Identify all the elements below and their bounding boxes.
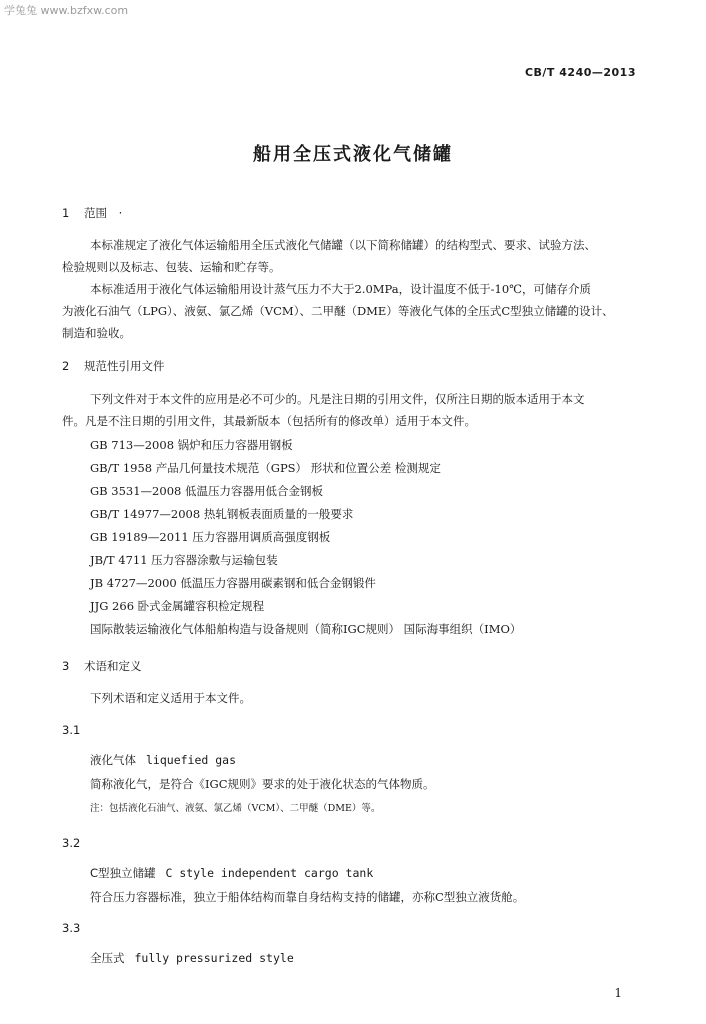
s2-paragraph-line-1: 下列文件对于本文件的应用是必不可少的。凡是注日期的引用文件，仅所注日期的版本适用于本文 [90, 392, 585, 406]
reference-item: GB/T 14977—2008 热轧钢板表面质量的一般要求 [90, 507, 354, 521]
s1-paragraph-2-line-3: 制造和验收。 [62, 326, 131, 340]
section-title: 规范性引用文件 [84, 359, 165, 373]
term-en: liquefied gas [146, 753, 237, 767]
section-3-heading [62, 658, 142, 674]
term-3-1-number: 3.1 [62, 723, 81, 737]
page-number: 1 [614, 986, 622, 1000]
s2-paragraph-line-2: 件。凡是不注日期的引用文件，其最新版本（包括所有的修改单）适用于本文件。 [62, 414, 476, 428]
reference-item: JB 4727—2000 低温压力容器用碳素钢和低合金钢锻件 [90, 576, 376, 590]
term-3-1 [90, 752, 236, 768]
s1-paragraph-1-line-1: 本标准规定了液化气体运输船用全压式液化气储罐（以下简称储罐）的结构型式、要求、试验方法、 [90, 238, 596, 252]
term-en: fully pressurized style [134, 951, 294, 965]
section-title: 范围 [84, 206, 107, 220]
term-3-3 [90, 950, 294, 966]
term-3-2 [90, 865, 373, 881]
s3-intro: 下列术语和定义适用于本文件。 [90, 691, 251, 705]
s1-paragraph-1-line-2: 检验规则以及标志、包装、运输和贮存等。 [62, 260, 281, 274]
reference-item: JB/T 4711 压力容器涂敷与运输包装 [90, 553, 278, 567]
term-en: C style independent cargo tank [165, 866, 374, 880]
section-number: 1 [62, 206, 70, 220]
standard-number: CB/T 4240—2013 [524, 66, 636, 79]
section-title: 术语和定义 [84, 659, 142, 673]
term-zh: C型独立储罐 [90, 866, 156, 880]
term-3-1-definition: 简称液化气，是符合《IGC规则》要求的处于液化状态的气体物质。 [90, 777, 435, 791]
site-watermark: 学兔兔 www.bzfxw.com [4, 4, 129, 17]
section-number: 2 [62, 359, 70, 373]
reference-item: 国际散装运输液化气体船舶构造与设备规则（简称IGC规则） 国际海事组织（IMO） [90, 622, 522, 636]
s1-paragraph-2-line-1: 本标准适用于液化气体运输船用设计蒸气压力不大于2.0MPa，设计温度不低于-10℃，可储存介质 [90, 282, 592, 296]
stray-mark: · [118, 206, 123, 220]
term-3-1-note: 注：包括液化石油气、液氨、氯乙烯（VCM）、二甲醚（DME）等。 [90, 803, 381, 814]
reference-item: GB/T 1958 产品几何量技术规范（GPS） 形状和位置公差 检测规定 [90, 461, 441, 475]
section-2-heading [62, 358, 165, 374]
term-3-3-number: 3.3 [62, 921, 81, 935]
term-3-2-number: 3.2 [62, 836, 81, 850]
section-number: 3 [62, 659, 70, 673]
reference-item: GB 3531—2008 低温压力容器用低合金钢板 [90, 484, 323, 498]
term-zh: 全压式 [90, 951, 125, 965]
term-zh: 液化气体 [90, 753, 136, 767]
document-title: 船用全压式液化气储罐 [253, 144, 453, 165]
section-1-heading [62, 205, 122, 221]
term-3-2-definition: 符合压力容器标准，独立于船体结构而靠自身结构支持的储罐，亦称C型独立液货舱。 [90, 890, 525, 904]
reference-item: GB 713—2008 锅炉和压力容器用钢板 [90, 438, 293, 452]
reference-item: GB 19189—2011 压力容器用调质高强度钢板 [90, 530, 331, 544]
s1-paragraph-2-line-2: 为液化石油气（LPG）、液氨、氯乙烯（VCM）、二甲醚（DME）等液化气体的全压式C型独立储罐的设计、 [62, 304, 614, 318]
reference-item: JJG 266 卧式金属罐容积检定规程 [90, 599, 265, 613]
